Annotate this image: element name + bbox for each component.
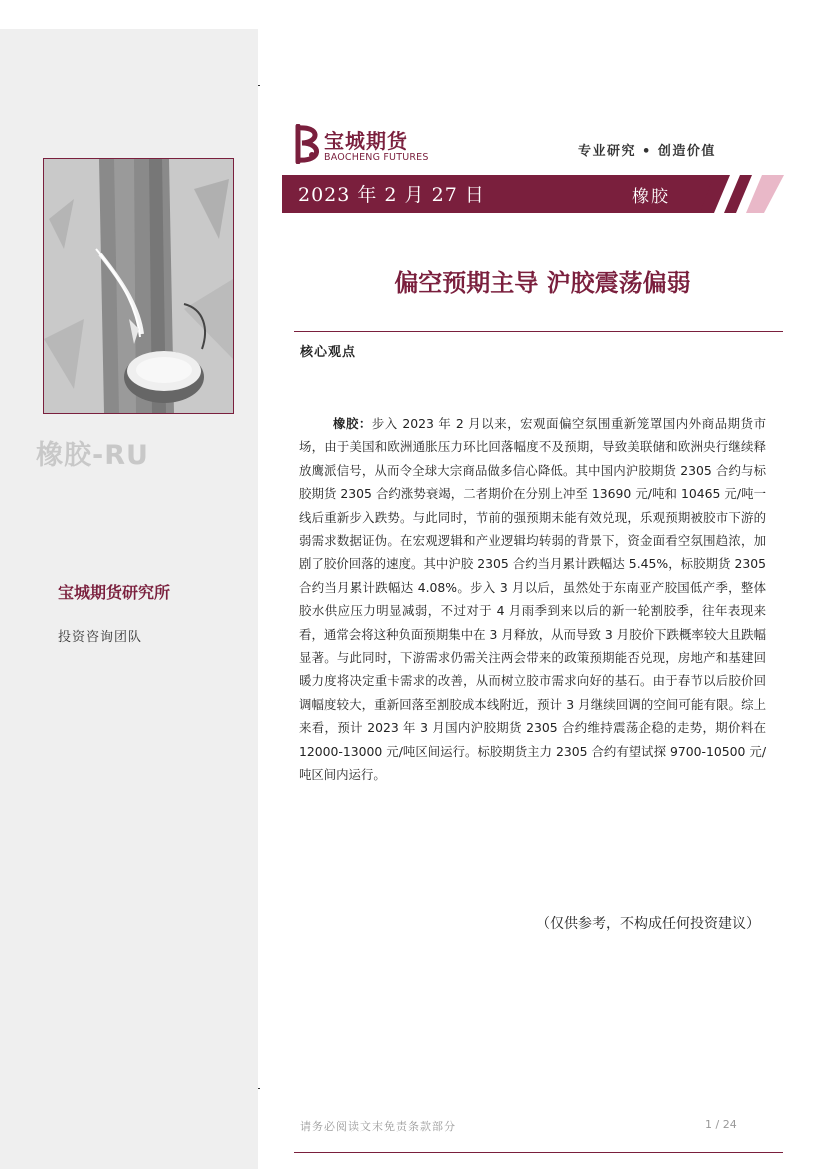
report-headline: 偏空预期主导 沪胶震荡偏弱 <box>394 269 691 297</box>
logo-english-name: BAOCHENG FUTURES <box>324 152 429 163</box>
footer-note: 请务必阅读文末免责条款部分 <box>300 1120 456 1133</box>
margin-tick <box>258 1088 260 1089</box>
paragraph-body: 步入 2023 年 2 月以来，宏观面偏空氛围重新笼罩国内外商品期货市场，由于美国和欧洲通胀压力环比回落幅度不及预期，导致美联储和欧洲央行继续释放鹰派信号，从而令全球大宗商品做多信心降低。其中国内沪胶期货 2305 合约与标胶期货 2305 合约涨势衰竭，二者期价在分别上冲至 13690 元/吨和 10465 元/吨一线后重新步入跌势。与此同时，节前的强预期未能有效兑现，乐观预期被胶市下游的弱需求数据证伪。在宏观逻辑和产业逻辑均转弱的背景下，资金面看空氛围趋浓，加剧了胶价回落的速度。其中沪胶 2305 合约当月累计跌幅达 5.45%，标胶期货 2305 合约当月累计跌幅达 4.08%。步入 3 月以后，虽然处于东南亚产胶国低产季，整体胶水供应压力明显减弱，不过对于 4 月雨季到来以后的新一轮割胶季，往年表现来看，通常会将这种负面预期集中在 3 月释放，从而导致 3 月胶价下跌概率较大且跌幅显著。与此同时，下游需求仍需关注两会带来的政策预期能否兑现，房地产和基建回暖力度将决定重卡需求的改善，从而树立胶市需求向好的基石。由于春节以后胶价回调幅度较大，重新回落至割胶成本线附近，预计 3 月继续回调的空间可能有限。综上来看，预计 2023 年 3 月国内沪胶期货 2305 合约维持震荡企稳的走势，期价料在 12000-13000 元/吨区间运行。标胶期货主力 2305 合约有望试探 9700-10500 元/吨区间内运行。 <box>299 416 766 783</box>
cover-photo-rubber-tree <box>43 158 234 414</box>
company-logo <box>294 124 444 166</box>
margin-tick <box>258 85 260 86</box>
team-name: 投资咨询团队 <box>58 630 143 645</box>
slogan: 专业研究 • 创造价值 <box>578 144 716 159</box>
institute-name: 宝城期货研究所 <box>58 583 171 602</box>
banner-stripes-icon <box>700 175 784 213</box>
logo-b-icon <box>294 124 322 164</box>
paragraph-lead: 橡胶： <box>333 416 372 431</box>
section-title: 核心观点 <box>300 345 357 360</box>
report-category: 橡胶 <box>632 187 670 207</box>
core-view-paragraph <box>299 412 766 787</box>
rubber-tree-image <box>44 159 233 413</box>
logo-chinese-name: 宝城期货 <box>324 129 408 153</box>
footer-divider <box>294 1152 783 1153</box>
disclaimer: （仅供参考，不构成任何投资建议） <box>536 916 760 932</box>
page-number: 1 / 24 <box>705 1118 737 1131</box>
report-date: 2023 年 2 月 27 日 <box>298 184 485 206</box>
sidebar <box>0 29 258 1169</box>
product-label: 橡胶-RU <box>36 440 149 471</box>
divider <box>294 331 783 332</box>
